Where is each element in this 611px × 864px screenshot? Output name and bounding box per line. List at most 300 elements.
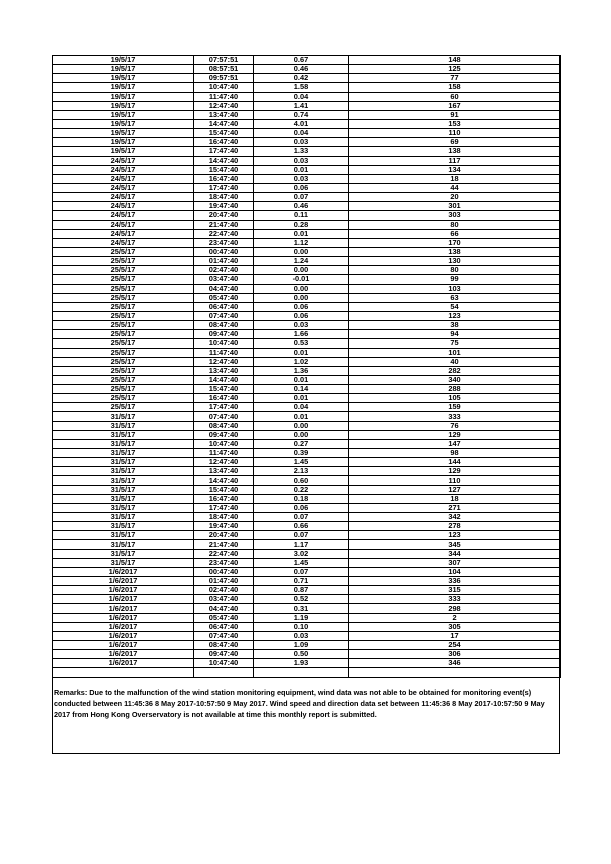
table-row	[53, 147, 561, 156]
time-cell: 13:47:40	[194, 366, 254, 375]
wind-direction-cell: 94	[349, 330, 561, 339]
wind-direction-cell: 134	[349, 165, 561, 174]
time-cell: 07:47:40	[194, 311, 254, 320]
wind-speed-cell: 0.50	[254, 650, 349, 659]
wind-speed-cell: 1.19	[254, 613, 349, 622]
time-cell: 14:47:40	[194, 119, 254, 128]
wind-direction-cell: 123	[349, 531, 561, 540]
wind-speed-cell: 4.01	[254, 119, 349, 128]
time-cell: 14:47:40	[194, 476, 254, 485]
wind-direction-cell: 99	[349, 275, 561, 284]
wind-direction-cell: 153	[349, 119, 561, 128]
time-cell: 22:47:40	[194, 549, 254, 558]
date-cell: 19/5/17	[53, 119, 194, 128]
time-cell: 03:47:40	[194, 275, 254, 284]
table-row	[53, 577, 561, 586]
time-cell: 09:47:40	[194, 430, 254, 439]
date-cell: 31/5/17	[53, 439, 194, 448]
table-row	[53, 65, 561, 74]
wind-speed-cell: 0.01	[254, 412, 349, 421]
wind-speed-cell: 0.04	[254, 403, 349, 412]
time-cell: 07:57:51	[194, 56, 254, 65]
wind-speed-cell: 1.41	[254, 101, 349, 110]
time-cell: 07:47:40	[194, 412, 254, 421]
table-row	[53, 211, 561, 220]
date-cell: 19/5/17	[53, 101, 194, 110]
date-cell: 24/5/17	[53, 165, 194, 174]
table-row	[53, 366, 561, 375]
table-row	[53, 540, 561, 549]
date-cell: 25/5/17	[53, 257, 194, 266]
table-row	[53, 138, 561, 147]
table-row	[53, 92, 561, 101]
wind-speed-cell: 0.46	[254, 202, 349, 211]
wind-direction-cell: 38	[349, 321, 561, 330]
wind-speed-cell: 0.22	[254, 485, 349, 494]
wind-speed-cell: 0.10	[254, 622, 349, 631]
wind-speed-cell: 1.24	[254, 257, 349, 266]
table-row	[53, 302, 561, 311]
wind-speed-cell: 1.66	[254, 330, 349, 339]
wind-speed-cell: 1.45	[254, 458, 349, 467]
time-cell: 22:47:40	[194, 229, 254, 238]
time-cell: 07:47:40	[194, 631, 254, 640]
wind-direction-cell: 18	[349, 494, 561, 503]
wind-speed-cell: 1.12	[254, 238, 349, 247]
table-row	[53, 238, 561, 247]
wind-speed-cell: 0.06	[254, 302, 349, 311]
table-row	[53, 394, 561, 403]
wind-direction-cell: 60	[349, 92, 561, 101]
time-cell: 09:47:40	[194, 330, 254, 339]
time-cell: 16:47:40	[194, 394, 254, 403]
wind-direction-cell: 333	[349, 412, 561, 421]
wind-direction-cell: 345	[349, 540, 561, 549]
time-cell: 11:47:40	[194, 348, 254, 357]
wind-speed-cell: 0.01	[254, 394, 349, 403]
wind-speed-cell: 0.01	[254, 165, 349, 174]
date-cell: 25/5/17	[53, 275, 194, 284]
date-cell: 1/6/2017	[53, 595, 194, 604]
date-cell: 25/5/17	[53, 348, 194, 357]
time-cell: 10:47:40	[194, 83, 254, 92]
wind-direction-cell: 123	[349, 311, 561, 320]
time-cell: 16:47:40	[194, 174, 254, 183]
table-row	[53, 586, 561, 595]
wind-speed-cell: 0.07	[254, 567, 349, 576]
wind-speed-cell: 0.00	[254, 293, 349, 302]
table-row	[53, 202, 561, 211]
wind-direction-cell: 159	[349, 403, 561, 412]
date-cell: 1/6/2017	[53, 604, 194, 613]
table-row	[53, 174, 561, 183]
time-cell: 20:47:40	[194, 211, 254, 220]
wind-data-table	[52, 55, 561, 678]
date-cell: 1/6/2017	[53, 641, 194, 650]
table-row	[53, 330, 561, 339]
wind-direction-cell: 315	[349, 586, 561, 595]
wind-speed-cell: 1.36	[254, 366, 349, 375]
wind-speed-cell: 0.18	[254, 494, 349, 503]
wind-speed-cell: 1.45	[254, 558, 349, 567]
time-cell: 02:47:40	[194, 586, 254, 595]
table-row	[53, 110, 561, 119]
wind-speed-cell: 0.46	[254, 65, 349, 74]
wind-direction-cell: 44	[349, 183, 561, 192]
table-row	[53, 549, 561, 558]
wind-speed-cell: 0.00	[254, 430, 349, 439]
wind-direction-cell: 110	[349, 476, 561, 485]
wind-direction-cell: 144	[349, 458, 561, 467]
wind-speed-cell: 0.28	[254, 220, 349, 229]
time-cell: 16:47:40	[194, 494, 254, 503]
table-row	[53, 650, 561, 659]
date-cell: 25/5/17	[53, 385, 194, 394]
wind-speed-cell: 0.87	[254, 586, 349, 595]
table-row	[53, 467, 561, 476]
date-cell: 19/5/17	[53, 147, 194, 156]
table-row	[53, 101, 561, 110]
wind-direction-cell: 117	[349, 156, 561, 165]
blank-cell	[349, 668, 561, 677]
date-cell: 31/5/17	[53, 485, 194, 494]
blank-cell	[194, 668, 254, 677]
wind-direction-cell: 282	[349, 366, 561, 375]
date-cell: 31/5/17	[53, 476, 194, 485]
wind-direction-cell: 98	[349, 449, 561, 458]
table-row	[53, 56, 561, 65]
date-cell: 31/5/17	[53, 503, 194, 512]
time-cell: 17:47:40	[194, 147, 254, 156]
table-row	[53, 129, 561, 138]
wind-speed-cell: 0.01	[254, 348, 349, 357]
date-cell: 31/5/17	[53, 458, 194, 467]
wind-speed-cell: 0.52	[254, 595, 349, 604]
date-cell: 31/5/17	[53, 421, 194, 430]
wind-speed-cell: 1.09	[254, 641, 349, 650]
time-cell: 10:47:40	[194, 439, 254, 448]
time-cell: 14:47:40	[194, 156, 254, 165]
date-cell: 19/5/17	[53, 56, 194, 65]
wind-direction-cell: 303	[349, 211, 561, 220]
wind-speed-cell: 0.67	[254, 56, 349, 65]
date-cell: 25/5/17	[53, 321, 194, 330]
wind-speed-cell: 0.27	[254, 439, 349, 448]
table-row	[53, 165, 561, 174]
table-row	[53, 119, 561, 128]
date-cell: 25/5/17	[53, 357, 194, 366]
table-row	[53, 229, 561, 238]
wind-direction-cell: 103	[349, 284, 561, 293]
time-cell: 12:47:40	[194, 357, 254, 366]
wind-direction-cell: 271	[349, 503, 561, 512]
wind-direction-cell: 54	[349, 302, 561, 311]
wind-speed-cell: 0.71	[254, 577, 349, 586]
table-row	[53, 74, 561, 83]
date-cell: 31/5/17	[53, 522, 194, 531]
wind-speed-cell: 0.14	[254, 385, 349, 394]
table-row	[53, 339, 561, 348]
time-cell: 17:47:40	[194, 183, 254, 192]
time-cell: 15:47:40	[194, 385, 254, 394]
time-cell: 01:47:40	[194, 577, 254, 586]
wind-speed-cell: 0.00	[254, 266, 349, 275]
wind-direction-cell: 76	[349, 421, 561, 430]
time-cell: 04:47:40	[194, 604, 254, 613]
time-cell: 12:47:40	[194, 458, 254, 467]
table-row	[53, 622, 561, 631]
wind-speed-cell: 0.06	[254, 311, 349, 320]
time-cell: 20:47:40	[194, 531, 254, 540]
time-cell: 02:47:40	[194, 266, 254, 275]
table-row	[53, 266, 561, 275]
date-cell: 24/5/17	[53, 220, 194, 229]
time-cell: 12:47:40	[194, 101, 254, 110]
wind-direction-cell: 129	[349, 430, 561, 439]
wind-speed-cell: 3.02	[254, 549, 349, 558]
date-cell: 25/5/17	[53, 266, 194, 275]
time-cell: 09:57:51	[194, 74, 254, 83]
wind-direction-cell: 63	[349, 293, 561, 302]
wind-direction-cell: 69	[349, 138, 561, 147]
wind-speed-cell: 0.42	[254, 74, 349, 83]
date-cell: 19/5/17	[53, 92, 194, 101]
table-row	[53, 183, 561, 192]
wind-direction-cell: 125	[349, 65, 561, 74]
wind-speed-cell: 0.06	[254, 503, 349, 512]
time-cell: 19:47:40	[194, 522, 254, 531]
wind-direction-cell: 138	[349, 247, 561, 256]
wind-speed-cell: -0.01	[254, 275, 349, 284]
table-row	[53, 659, 561, 668]
date-cell: 31/5/17	[53, 494, 194, 503]
wind-speed-cell: 1.17	[254, 540, 349, 549]
date-cell: 25/5/17	[53, 293, 194, 302]
time-cell: 18:47:40	[194, 513, 254, 522]
wind-speed-cell: 0.31	[254, 604, 349, 613]
wind-direction-cell: 75	[349, 339, 561, 348]
date-cell: 1/6/2017	[53, 577, 194, 586]
wind-speed-cell: 1.02	[254, 357, 349, 366]
time-cell: 13:47:40	[194, 467, 254, 476]
date-cell: 1/6/2017	[53, 567, 194, 576]
date-cell: 24/5/17	[53, 202, 194, 211]
time-cell: 18:47:40	[194, 193, 254, 202]
wind-speed-cell: 1.33	[254, 147, 349, 156]
wind-direction-cell: 340	[349, 375, 561, 384]
time-cell: 10:47:40	[194, 339, 254, 348]
wind-direction-cell: 104	[349, 567, 561, 576]
table-row	[53, 439, 561, 448]
wind-direction-cell: 336	[349, 577, 561, 586]
time-cell: 17:47:40	[194, 503, 254, 512]
wind-speed-cell: 0.07	[254, 513, 349, 522]
wind-direction-cell: 66	[349, 229, 561, 238]
wind-direction-cell: 305	[349, 622, 561, 631]
wind-direction-cell: 40	[349, 357, 561, 366]
date-cell: 25/5/17	[53, 339, 194, 348]
time-cell: 01:47:40	[194, 257, 254, 266]
table-row	[53, 513, 561, 522]
date-cell: 19/5/17	[53, 74, 194, 83]
wind-direction-cell: 80	[349, 220, 561, 229]
table-row	[53, 485, 561, 494]
wind-direction-cell: 105	[349, 394, 561, 403]
table-row	[53, 321, 561, 330]
table-row	[53, 385, 561, 394]
wind-direction-cell: 18	[349, 174, 561, 183]
time-cell: 13:47:40	[194, 110, 254, 119]
table-row	[53, 421, 561, 430]
date-cell: 19/5/17	[53, 110, 194, 119]
date-cell: 25/5/17	[53, 375, 194, 384]
time-cell: 03:47:40	[194, 595, 254, 604]
wind-direction-cell: 301	[349, 202, 561, 211]
wind-direction-cell: 288	[349, 385, 561, 394]
wind-direction-cell: 127	[349, 485, 561, 494]
date-cell: 1/6/2017	[53, 622, 194, 631]
table-row	[53, 558, 561, 567]
wind-speed-cell: 0.04	[254, 129, 349, 138]
wind-direction-cell: 148	[349, 56, 561, 65]
date-cell: 31/5/17	[53, 549, 194, 558]
wind-direction-cell: 80	[349, 266, 561, 275]
date-cell: 24/5/17	[53, 211, 194, 220]
date-cell: 31/5/17	[53, 449, 194, 458]
wind-speed-cell: 0.01	[254, 229, 349, 238]
date-cell: 19/5/17	[53, 129, 194, 138]
wind-speed-cell: 0.06	[254, 183, 349, 192]
time-cell: 06:47:40	[194, 622, 254, 631]
wind-direction-cell: 298	[349, 604, 561, 613]
table-row	[53, 531, 561, 540]
time-cell: 14:47:40	[194, 375, 254, 384]
blank-row	[53, 668, 561, 677]
wind-speed-cell: 0.07	[254, 193, 349, 202]
date-cell: 31/5/17	[53, 513, 194, 522]
wind-speed-cell: 0.60	[254, 476, 349, 485]
time-cell: 08:47:40	[194, 421, 254, 430]
time-cell: 21:47:40	[194, 220, 254, 229]
wind-direction-cell: 129	[349, 467, 561, 476]
time-cell: 05:47:40	[194, 613, 254, 622]
wind-speed-cell: 0.03	[254, 156, 349, 165]
table-row	[53, 257, 561, 266]
time-cell: 19:47:40	[194, 202, 254, 211]
wind-speed-cell: 0.07	[254, 531, 349, 540]
wind-direction-cell: 254	[349, 641, 561, 650]
time-cell: 23:47:40	[194, 238, 254, 247]
date-cell: 24/5/17	[53, 229, 194, 238]
date-cell: 19/5/17	[53, 65, 194, 74]
table-row	[53, 193, 561, 202]
table-row	[53, 494, 561, 503]
date-cell: 25/5/17	[53, 284, 194, 293]
wind-speed-cell: 0.03	[254, 174, 349, 183]
date-cell: 25/5/17	[53, 247, 194, 256]
date-cell: 1/6/2017	[53, 586, 194, 595]
wind-direction-cell: 130	[349, 257, 561, 266]
time-cell: 15:47:40	[194, 165, 254, 174]
wind-speed-cell: 0.03	[254, 138, 349, 147]
table-row	[53, 275, 561, 284]
wind-speed-cell: 2.13	[254, 467, 349, 476]
date-cell: 24/5/17	[53, 156, 194, 165]
time-cell: 11:47:40	[194, 449, 254, 458]
time-cell: 08:47:40	[194, 641, 254, 650]
table-row	[53, 476, 561, 485]
date-cell: 1/6/2017	[53, 631, 194, 640]
wind-direction-cell: 91	[349, 110, 561, 119]
wind-speed-cell: 0.03	[254, 321, 349, 330]
date-cell: 31/5/17	[53, 467, 194, 476]
remarks-text: Remarks: Due to the malfunction of the wind station monitoring equipment, wind data was not able to be obtained for monitoring event(s) conducted between 11:45:36 8 May 2017-10:57:50 9 May 2017. Wind speed and direction data set between 11:45:36 8 May 2017-10:57:50 9 May 2017 from Hong Kong Overservatory is not available at time this monthly report is submitted.	[54, 688, 545, 720]
time-cell: 21:47:40	[194, 540, 254, 549]
date-cell: 19/5/17	[53, 83, 194, 92]
table-row	[53, 613, 561, 622]
time-cell: 00:47:40	[194, 247, 254, 256]
wind-speed-cell: 0.04	[254, 92, 349, 101]
date-cell: 25/5/17	[53, 366, 194, 375]
date-cell: 25/5/17	[53, 311, 194, 320]
time-cell: 10:47:40	[194, 659, 254, 668]
table-row	[53, 403, 561, 412]
wind-direction-cell: 138	[349, 147, 561, 156]
date-cell: 24/5/17	[53, 238, 194, 247]
wind-direction-cell: 20	[349, 193, 561, 202]
wind-direction-cell: 158	[349, 83, 561, 92]
date-cell: 24/5/17	[53, 174, 194, 183]
time-cell: 16:47:40	[194, 138, 254, 147]
date-cell: 1/6/2017	[53, 650, 194, 659]
table-row	[53, 412, 561, 421]
table-row	[53, 284, 561, 293]
wind-direction-cell: 344	[349, 549, 561, 558]
table-row	[53, 522, 561, 531]
time-cell: 15:47:40	[194, 485, 254, 494]
table-row	[53, 348, 561, 357]
wind-speed-cell: 1.58	[254, 83, 349, 92]
wind-direction-cell: 77	[349, 74, 561, 83]
wind-direction-cell: 307	[349, 558, 561, 567]
time-cell: 15:47:40	[194, 129, 254, 138]
table-row	[53, 375, 561, 384]
blank-cell	[254, 668, 349, 677]
date-cell: 31/5/17	[53, 540, 194, 549]
table-row	[53, 83, 561, 92]
table-row	[53, 631, 561, 640]
wind-direction-cell: 2	[349, 613, 561, 622]
table-row	[53, 595, 561, 604]
date-cell: 24/5/17	[53, 193, 194, 202]
wind-direction-cell: 333	[349, 595, 561, 604]
wind-speed-cell: 0.53	[254, 339, 349, 348]
table-row	[53, 357, 561, 366]
wind-direction-cell: 17	[349, 631, 561, 640]
table-row	[53, 458, 561, 467]
time-cell: 05:47:40	[194, 293, 254, 302]
table-row	[53, 567, 561, 576]
table-row	[53, 449, 561, 458]
wind-speed-cell: 0.03	[254, 631, 349, 640]
time-cell: 08:47:40	[194, 321, 254, 330]
table-row	[53, 247, 561, 256]
wind-speed-cell: 0.11	[254, 211, 349, 220]
time-cell: 23:47:40	[194, 558, 254, 567]
date-cell: 31/5/17	[53, 558, 194, 567]
wind-direction-cell: 342	[349, 513, 561, 522]
wind-direction-cell: 170	[349, 238, 561, 247]
